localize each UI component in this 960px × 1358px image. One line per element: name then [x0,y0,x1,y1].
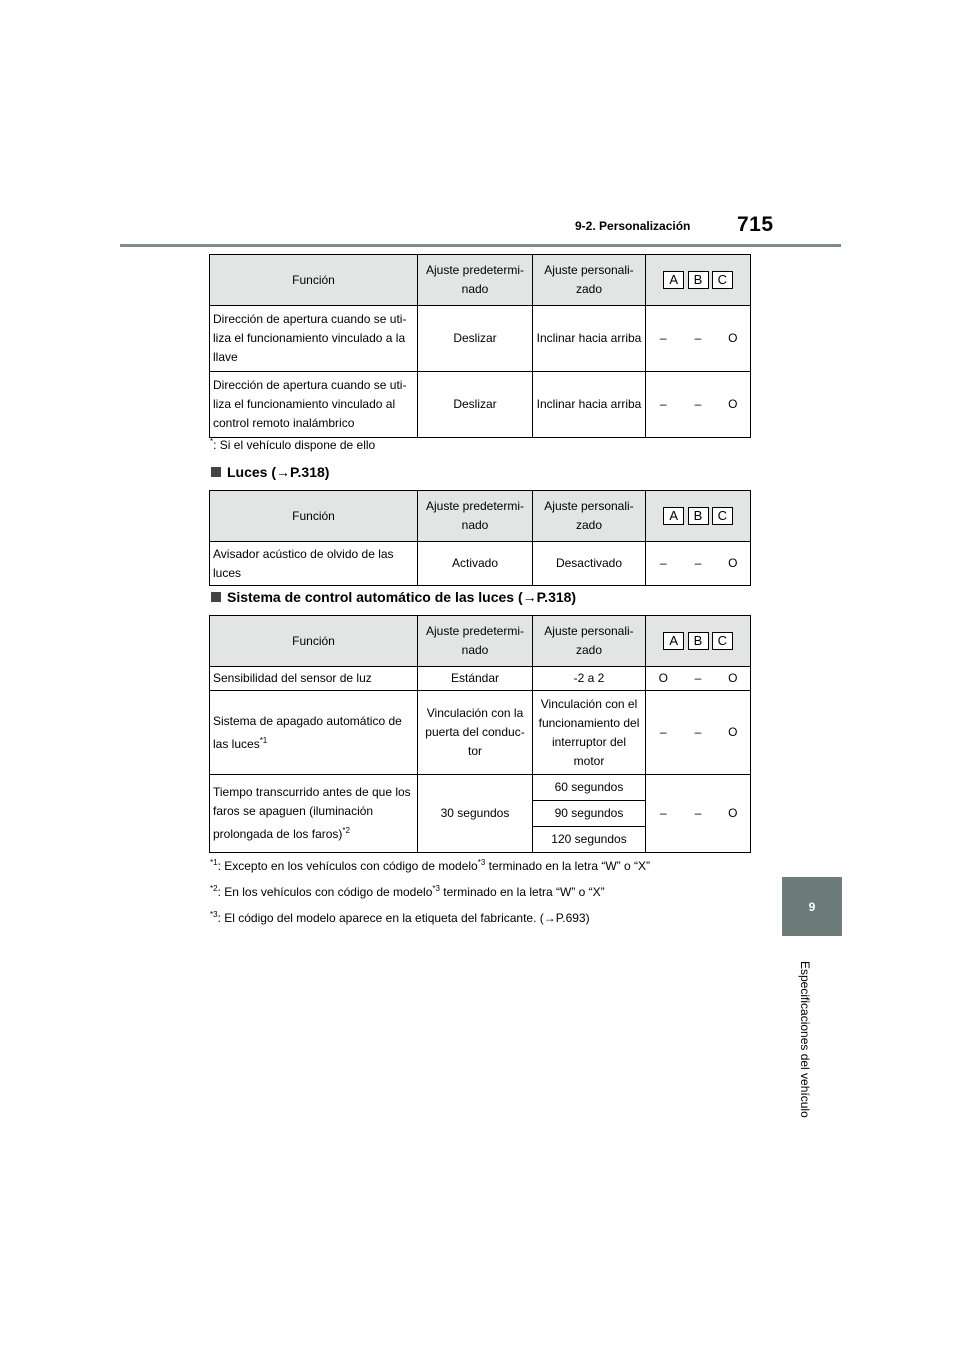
table-row [210,542,751,586]
table-row [210,775,751,853]
box-c: C [712,507,733,525]
option-90: 90 segundos [533,801,645,827]
header-ajuste-predeterminado: Ajuste predetermi-nado [418,616,533,667]
table-header-row [210,255,751,306]
cell-b: – [681,542,716,586]
footnote-tail: terminado en la letra “W” o “X” [485,859,651,873]
box-b: B [688,507,709,525]
box-a: A [663,271,684,289]
footnote-ref: *3 [432,884,440,893]
cell-b: – [681,775,716,853]
cell-c: O [716,542,751,586]
square-bullet-icon [211,467,221,477]
chapter-number: 9 [808,899,816,914]
chapter-tab[interactable] [782,877,842,936]
cell-c: O [716,372,751,438]
cell-personalizado: Inclinar hacia arriba [533,306,646,372]
footnote-tail: terminado en la letra “W” o “X” [439,885,605,899]
cell-a: – [646,775,681,853]
footnote-mark: *3 [210,910,218,919]
option-120: 120 segundos [551,832,627,846]
header-abc [646,255,751,306]
cell-funcion: Sensibilidad del sensor de luz [210,667,418,691]
header-abc [646,491,751,542]
table-row [210,306,751,372]
footnote-ref: *2 [342,826,350,835]
footnote-text: : En los vehículos con código de modelo [217,885,433,899]
cell-predeterminado: Estándar [418,667,533,691]
box-c: C [712,271,733,289]
header-funcion: Función [210,255,418,306]
cell-c: O [716,306,751,372]
page-number: 715 [737,213,774,236]
cell-b: – [681,372,716,438]
cell-funcion-text: Tiempo transcurrido antes de que los faros se apaguen (iluminación prolongada de los faros) [213,785,411,841]
cell-a: – [646,372,681,438]
footnote-3 [210,910,590,925]
cell-funcion [210,691,418,775]
header-ajuste-personalizado: Ajuste personali-zado [533,255,646,306]
footnote-text: : El código del modelo aparece en la etiqueta del fabricante. (→P.693) [217,911,590,925]
table1-note [210,437,375,452]
cell-b: – [681,691,716,775]
table-control-luces [209,615,751,853]
cell-a: – [646,542,681,586]
table-luces [209,490,751,586]
cell-a: – [646,306,681,372]
cell-personalizado-options [533,775,646,853]
cell-predeterminado: Vinculación con la puerta del conduc-tor [418,691,533,775]
cell-funcion: Dirección de apertura cuando se uti-liza el funcionamiento vinculado al control remoto inalámbrico [210,372,418,438]
cell-c: O [716,667,751,691]
footnote-ref: *1 [259,735,268,745]
header-ajuste-personalizado: Ajuste personali-zado [533,616,646,667]
table-puertas [209,254,751,438]
footnote-mark: *1 [210,858,218,867]
table-header-row [210,616,751,667]
header-funcion: Función [210,491,418,542]
cell-funcion [210,775,418,853]
header-ajuste-predeterminado: Ajuste predetermi-nado [418,491,533,542]
square-bullet-icon [211,592,221,602]
section-title: Sistema de control automático de las luces (→P.318) [227,589,577,605]
cell-personalizado: Desactivado [533,542,646,586]
section-title: Luces (→P.318) [227,464,330,480]
box-b: B [688,632,709,650]
table-row [210,372,751,438]
footnote-2 [210,884,605,899]
cell-predeterminado: Activado [418,542,533,586]
section-heading-luces [211,464,329,480]
header-abc [646,616,751,667]
cell-funcion: Dirección de apertura cuando se uti-liza el funcionamiento vinculado a la llave [210,306,418,372]
header-ajuste-personalizado: Ajuste personali-zado [533,491,646,542]
table-row [210,667,751,691]
cell-b: – [681,667,716,691]
table-row [210,691,751,775]
box-c: C [712,632,733,650]
option-60: 60 segundos [533,775,645,801]
cell-c: O [716,775,751,853]
note-mark: * [210,437,214,446]
cell-a: O [646,667,681,691]
cell-predeterminado: 30 segundos [418,775,533,853]
header-funcion: Función [210,616,418,667]
header-divider [120,244,841,247]
box-a: A [663,507,684,525]
section-header: 9-2. Personalización [575,219,691,233]
cell-b: – [681,306,716,372]
cell-c: O [716,691,751,775]
box-a: A [663,632,684,650]
cell-funcion: Avisador acústico de olvido de las luces [210,542,418,586]
table-header-row [210,491,751,542]
cell-a: – [646,691,681,775]
cell-predeterminado: Deslizar [418,372,533,438]
footnote-text: : Excepto en los vehículos con código de modelo [217,859,478,873]
cell-personalizado: Vinculación con el funcionamiento del interruptor del motor [533,691,646,775]
note-text: : Si el vehículo dispone de ello [213,438,376,452]
box-b: B [688,271,709,289]
section-heading-control [211,589,576,605]
cell-predeterminado: Deslizar [418,306,533,372]
header-ajuste-predeterminado: Ajuste predetermi-nado [418,255,533,306]
cell-personalizado: -2 a 2 [533,667,646,691]
footnote-1 [210,858,650,873]
cell-funcion-text: Sistema de apagado automático de las luces [213,713,402,751]
footnote-mark: *2 [210,884,218,893]
footnote-ref: *3 [477,858,486,867]
cell-personalizado: Inclinar hacia arriba [533,372,646,438]
chapter-label: Especificaciones del vehículo [798,960,812,1118]
